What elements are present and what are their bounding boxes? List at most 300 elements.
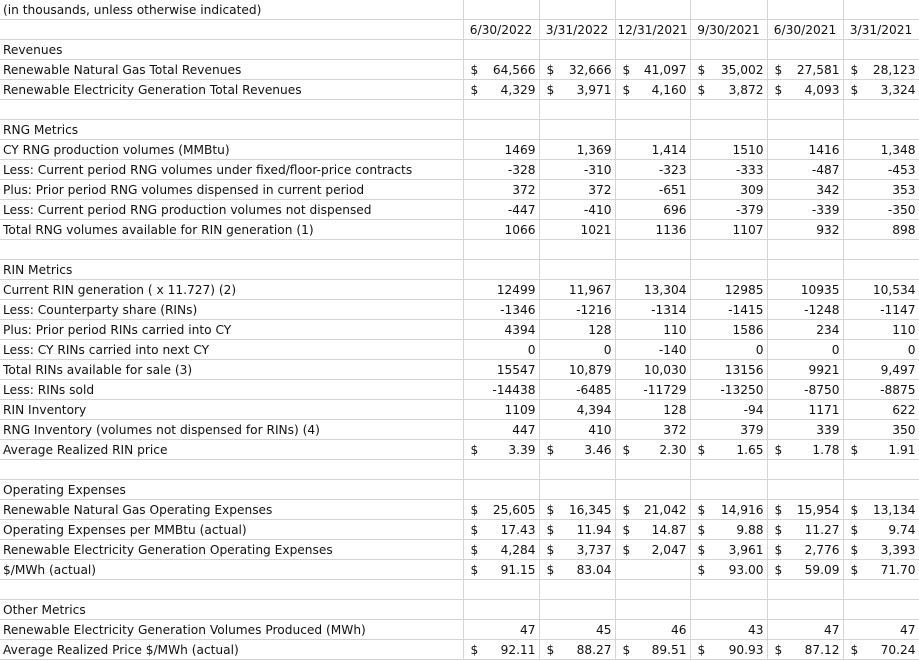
value-cell[interactable] <box>843 220 919 240</box>
value-cell[interactable] <box>843 440 919 460</box>
value-cell[interactable] <box>690 500 767 520</box>
empty-cell[interactable] <box>767 600 843 620</box>
empty-cell[interactable] <box>463 260 539 280</box>
value-cell-content <box>616 300 690 319</box>
empty-cell[interactable] <box>767 260 843 280</box>
value-cell[interactable] <box>690 440 767 460</box>
empty-cell[interactable] <box>843 260 919 280</box>
value-cell[interactable] <box>615 300 690 320</box>
cell-value: 110 <box>892 322 916 337</box>
cell-value: 1416 <box>808 142 840 157</box>
value-cell[interactable] <box>690 380 767 400</box>
empty-cell[interactable] <box>767 480 843 500</box>
value-cell[interactable] <box>615 340 690 360</box>
value-cell-content <box>691 300 767 319</box>
value-cell[interactable] <box>843 180 919 200</box>
value-cell[interactable] <box>463 220 539 240</box>
currency-symbol: $ <box>850 62 859 77</box>
empty-cell[interactable] <box>690 460 767 480</box>
currency-symbol: $ <box>697 562 706 577</box>
row-label[interactable]: Less: CY RINs carried into next CY <box>0 340 463 360</box>
value-cell[interactable] <box>767 420 843 440</box>
table-row <box>0 280 919 300</box>
value-cell[interactable] <box>615 160 690 180</box>
value-cell[interactable] <box>463 420 539 440</box>
value-cell[interactable] <box>463 360 539 380</box>
cell-value: 13,304 <box>643 282 687 297</box>
value-cell[interactable] <box>463 620 539 640</box>
value-cell-content <box>768 280 843 299</box>
cell-value: 128 <box>588 322 612 337</box>
section-label[interactable]: RNG Metrics <box>0 120 463 140</box>
value-cell-content <box>691 500 767 519</box>
value-cell[interactable] <box>767 380 843 400</box>
cell-value: 11.94 <box>576 522 612 537</box>
empty-cell[interactable] <box>843 100 919 120</box>
cell-value: 21,042 <box>643 502 687 517</box>
value-cell[interactable] <box>539 320 615 340</box>
empty-cell[interactable] <box>463 0 539 20</box>
empty-cell[interactable] <box>690 480 767 500</box>
empty-cell[interactable] <box>539 260 615 280</box>
value-cell[interactable] <box>463 200 539 220</box>
value-cell[interactable] <box>463 500 539 520</box>
value-cell[interactable] <box>615 420 690 440</box>
value-cell[interactable] <box>463 640 539 660</box>
table-row <box>0 200 919 220</box>
empty-cell[interactable] <box>539 480 615 500</box>
row-label[interactable]: Plus: Prior period RNG volumes dispensed in current period <box>0 180 463 200</box>
cell-value: -1248 <box>804 302 840 317</box>
value-cell[interactable] <box>843 160 919 180</box>
empty-cell[interactable] <box>539 100 615 120</box>
value-cell[interactable] <box>767 560 843 580</box>
cell-value: 25,605 <box>492 502 536 517</box>
value-cell[interactable] <box>690 80 767 100</box>
empty-cell[interactable] <box>690 40 767 60</box>
value-cell[interactable] <box>843 60 919 80</box>
value-cell[interactable] <box>615 220 690 240</box>
empty-cell[interactable] <box>615 40 690 60</box>
currency-symbol: $ <box>697 82 706 97</box>
empty-cell[interactable] <box>690 580 767 600</box>
value-cell-content <box>616 620 690 639</box>
empty-cell[interactable] <box>767 100 843 120</box>
empty-cell[interactable] <box>615 260 690 280</box>
value-cell[interactable] <box>690 620 767 640</box>
value-cell[interactable] <box>539 80 615 100</box>
value-cell[interactable] <box>690 140 767 160</box>
value-cell[interactable] <box>615 380 690 400</box>
value-cell[interactable] <box>615 60 690 80</box>
value-cell[interactable] <box>690 520 767 540</box>
empty-cell[interactable] <box>615 100 690 120</box>
value-cell[interactable] <box>843 560 919 580</box>
value-cell[interactable] <box>690 340 767 360</box>
row-label[interactable]: Renewable Electricity Generation Total Revenues <box>0 80 463 100</box>
value-cell[interactable] <box>690 540 767 560</box>
value-cell[interactable] <box>690 60 767 80</box>
value-cell[interactable] <box>690 180 767 200</box>
value-cell[interactable] <box>843 640 919 660</box>
value-cell-content <box>768 560 843 579</box>
value-cell[interactable] <box>539 200 615 220</box>
value-cell-content <box>768 520 843 539</box>
value-cell[interactable] <box>539 440 615 460</box>
value-cell[interactable] <box>463 540 539 560</box>
empty-cell[interactable] <box>767 580 843 600</box>
value-cell[interactable] <box>690 220 767 240</box>
value-cell[interactable] <box>615 360 690 380</box>
row-label[interactable] <box>0 20 463 40</box>
value-cell[interactable] <box>843 500 919 520</box>
row-label[interactable]: RNG Inventory (volumes not dispensed for RINs) (4) <box>0 420 463 440</box>
value-cell-content <box>616 540 690 559</box>
period-header-cell[interactable]: 3/31/2021 <box>843 20 919 40</box>
value-cell[interactable] <box>767 340 843 360</box>
value-cell[interactable] <box>539 220 615 240</box>
value-cell-content <box>464 280 539 299</box>
table-row <box>0 220 919 240</box>
value-cell[interactable] <box>690 420 767 440</box>
cell-value: 696 <box>663 202 687 217</box>
empty-cell[interactable] <box>539 460 615 480</box>
row-label[interactable]: Renewable Electricity Generation Operating Expenses <box>0 540 463 560</box>
value-cell[interactable] <box>539 140 615 160</box>
empty-cell[interactable] <box>463 240 539 260</box>
row-label[interactable]: CY RNG production volumes (MMBtu) <box>0 140 463 160</box>
row-label[interactable]: Total RINs available for sale (3) <box>0 360 463 380</box>
value-cell[interactable] <box>463 80 539 100</box>
table-row <box>0 140 919 160</box>
section-label[interactable]: Revenues <box>0 40 463 60</box>
currency-symbol: $ <box>850 562 859 577</box>
row-label[interactable]: Plus: Prior period RINs carried into CY <box>0 320 463 340</box>
value-cell[interactable] <box>843 200 919 220</box>
value-cell[interactable] <box>463 560 539 580</box>
value-cell[interactable] <box>690 400 767 420</box>
value-cell-content <box>464 440 539 459</box>
empty-cell[interactable] <box>843 120 919 140</box>
cell-value: -410 <box>583 202 612 217</box>
empty-cell[interactable] <box>843 480 919 500</box>
empty-cell[interactable] <box>615 580 690 600</box>
value-cell[interactable] <box>843 380 919 400</box>
value-cell[interactable] <box>767 140 843 160</box>
value-cell[interactable] <box>767 520 843 540</box>
value-cell[interactable] <box>843 400 919 420</box>
empty-cell[interactable] <box>463 120 539 140</box>
value-cell[interactable] <box>539 500 615 520</box>
cell-value: 13,134 <box>872 502 916 517</box>
empty-cell[interactable] <box>690 240 767 260</box>
value-cell[interactable] <box>463 280 539 300</box>
cell-value: 83.04 <box>576 562 612 577</box>
value-cell[interactable] <box>463 140 539 160</box>
period-header-cell[interactable]: 12/31/2021 <box>615 20 690 40</box>
currency-symbol: $ <box>546 642 555 657</box>
cell-value: 9.88 <box>736 522 764 537</box>
row-label[interactable] <box>0 100 463 120</box>
cell-value: 4,329 <box>500 82 536 97</box>
value-cell[interactable] <box>463 520 539 540</box>
row-label[interactable]: Renewable Natural Gas Operating Expenses <box>0 500 463 520</box>
empty-cell[interactable] <box>767 40 843 60</box>
value-cell-content <box>691 560 767 579</box>
value-cell[interactable] <box>690 280 767 300</box>
row-label[interactable]: Less: RINs sold <box>0 380 463 400</box>
value-cell[interactable] <box>463 440 539 460</box>
value-cell[interactable] <box>690 300 767 320</box>
cell-value: 15547 <box>496 362 536 377</box>
value-cell-content <box>844 140 919 159</box>
section-label[interactable]: Operating Expenses <box>0 480 463 500</box>
value-cell[interactable] <box>843 520 919 540</box>
value-cell[interactable] <box>843 340 919 360</box>
value-cell[interactable] <box>615 640 690 660</box>
cell-value: 14,916 <box>720 502 764 517</box>
table-row <box>0 60 919 80</box>
period-header-cell[interactable]: 9/30/2021 <box>690 20 767 40</box>
cell-value: -94 <box>743 402 764 417</box>
value-cell[interactable] <box>615 180 690 200</box>
currency-symbol: $ <box>622 442 631 457</box>
value-cell[interactable] <box>843 140 919 160</box>
value-cell[interactable] <box>767 400 843 420</box>
section-label[interactable]: RIN Metrics <box>0 260 463 280</box>
cell-value: 15,954 <box>796 502 840 517</box>
value-cell[interactable] <box>539 620 615 640</box>
empty-cell[interactable] <box>690 600 767 620</box>
value-cell[interactable] <box>843 540 919 560</box>
row-label[interactable] <box>0 580 463 600</box>
row-label[interactable] <box>0 460 463 480</box>
value-cell[interactable] <box>690 320 767 340</box>
value-cell[interactable] <box>463 340 539 360</box>
value-cell[interactable] <box>615 280 690 300</box>
value-cell[interactable] <box>690 640 767 660</box>
row-label[interactable]: $/MWh (actual) <box>0 560 463 580</box>
value-cell[interactable] <box>615 500 690 520</box>
empty-cell[interactable] <box>539 120 615 140</box>
value-cell[interactable] <box>539 400 615 420</box>
value-cell[interactable] <box>690 360 767 380</box>
period-header-cell[interactable]: 6/30/2021 <box>767 20 843 40</box>
row-label[interactable]: (in thousands, unless otherwise indicated) <box>0 0 463 20</box>
empty-cell[interactable] <box>615 460 690 480</box>
row-label[interactable]: Less: Current period RNG volumes under fixed/floor-price contracts <box>0 160 463 180</box>
value-cell[interactable] <box>615 540 690 560</box>
row-label[interactable]: Average Realized Price $/MWh (actual) <box>0 640 463 660</box>
currency-symbol: $ <box>546 82 555 97</box>
empty-cell[interactable] <box>539 240 615 260</box>
value-cell[interactable] <box>463 300 539 320</box>
empty-cell[interactable] <box>463 100 539 120</box>
value-cell[interactable] <box>843 280 919 300</box>
empty-cell[interactable] <box>539 600 615 620</box>
empty-cell[interactable] <box>615 480 690 500</box>
empty-cell[interactable] <box>463 40 539 60</box>
empty-cell[interactable] <box>615 600 690 620</box>
period-header-cell[interactable]: 6/30/2022 <box>463 20 539 40</box>
value-cell-content <box>616 500 690 519</box>
value-cell[interactable] <box>767 180 843 200</box>
cell-value: 1109 <box>504 402 536 417</box>
value-cell[interactable] <box>690 560 767 580</box>
table-row <box>0 440 919 460</box>
currency-symbol: $ <box>470 642 479 657</box>
period-header-cell[interactable]: 3/31/2022 <box>539 20 615 40</box>
row-label[interactable]: Renewable Natural Gas Total Revenues <box>0 60 463 80</box>
value-cell[interactable] <box>463 320 539 340</box>
value-cell[interactable] <box>767 500 843 520</box>
value-cell-content <box>616 60 690 79</box>
empty-cell[interactable] <box>615 240 690 260</box>
row-label[interactable]: Total RNG volumes available for RIN generation (1) <box>0 220 463 240</box>
cell-value: -379 <box>735 202 764 217</box>
empty-cell[interactable] <box>690 0 767 20</box>
value-cell[interactable] <box>767 320 843 340</box>
row-label[interactable]: Renewable Electricity Generation Volumes Produced (MWh) <box>0 620 463 640</box>
row-label[interactable] <box>0 240 463 260</box>
cell-value: 11,967 <box>568 282 612 297</box>
value-cell[interactable] <box>539 640 615 660</box>
empty-cell[interactable] <box>843 460 919 480</box>
value-cell-content <box>540 280 615 299</box>
value-cell[interactable] <box>767 200 843 220</box>
value-cell-content <box>768 180 843 199</box>
empty-cell[interactable] <box>843 240 919 260</box>
value-cell[interactable] <box>539 520 615 540</box>
value-cell[interactable] <box>767 300 843 320</box>
cell-value: 3.39 <box>508 442 536 457</box>
empty-cell[interactable] <box>690 120 767 140</box>
table-row <box>0 540 919 560</box>
empty-cell[interactable] <box>843 0 919 20</box>
cell-value: 410 <box>588 422 612 437</box>
value-cell[interactable] <box>539 340 615 360</box>
empty-cell[interactable] <box>767 120 843 140</box>
value-cell[interactable] <box>767 160 843 180</box>
value-cell[interactable] <box>767 80 843 100</box>
row-label[interactable]: Average Realized RIN price <box>0 440 463 460</box>
value-cell[interactable] <box>615 560 690 580</box>
value-cell[interactable] <box>767 60 843 80</box>
value-cell-content <box>540 640 615 659</box>
value-cell[interactable] <box>767 360 843 380</box>
row-label[interactable]: Current RIN generation ( x 11.727) (2) <box>0 280 463 300</box>
value-cell[interactable] <box>463 160 539 180</box>
currency-symbol: $ <box>774 522 783 537</box>
empty-cell[interactable] <box>463 480 539 500</box>
value-cell[interactable] <box>843 620 919 640</box>
value-cell[interactable] <box>539 360 615 380</box>
empty-cell[interactable] <box>690 260 767 280</box>
value-cell[interactable] <box>690 160 767 180</box>
empty-cell[interactable] <box>767 460 843 480</box>
currency-symbol: $ <box>622 82 631 97</box>
value-cell[interactable] <box>767 220 843 240</box>
value-cell[interactable] <box>615 440 690 460</box>
value-cell[interactable] <box>767 640 843 660</box>
value-cell[interactable] <box>615 200 690 220</box>
value-cell[interactable] <box>767 280 843 300</box>
empty-cell[interactable] <box>767 240 843 260</box>
value-cell[interactable] <box>615 140 690 160</box>
value-cell[interactable] <box>539 280 615 300</box>
empty-cell[interactable] <box>463 460 539 480</box>
cell-value: 1469 <box>504 142 536 157</box>
cell-value: 46 <box>670 622 687 637</box>
empty-cell[interactable] <box>843 580 919 600</box>
value-cell[interactable] <box>539 300 615 320</box>
value-cell[interactable] <box>843 300 919 320</box>
empty-cell[interactable] <box>843 40 919 60</box>
value-cell[interactable] <box>615 620 690 640</box>
value-cell[interactable] <box>539 560 615 580</box>
empty-cell[interactable] <box>539 580 615 600</box>
empty-cell[interactable] <box>539 0 615 20</box>
value-cell[interactable] <box>843 360 919 380</box>
value-cell-content <box>616 220 690 239</box>
value-cell[interactable] <box>615 400 690 420</box>
cell-value: 3,737 <box>576 542 612 557</box>
value-cell[interactable] <box>539 180 615 200</box>
value-cell[interactable] <box>843 80 919 100</box>
value-cell-content <box>540 400 615 419</box>
value-cell[interactable] <box>615 520 690 540</box>
value-cell[interactable] <box>690 200 767 220</box>
value-cell[interactable] <box>539 380 615 400</box>
value-cell[interactable] <box>615 80 690 100</box>
currency-symbol: $ <box>697 62 706 77</box>
empty-cell[interactable] <box>767 0 843 20</box>
empty-cell[interactable] <box>539 40 615 60</box>
empty-cell[interactable] <box>463 580 539 600</box>
empty-cell[interactable] <box>615 120 690 140</box>
row-label[interactable]: Less: Current period RNG production volumes not dispensed <box>0 200 463 220</box>
empty-cell[interactable] <box>690 100 767 120</box>
value-cell-content <box>540 520 615 539</box>
empty-cell[interactable] <box>463 600 539 620</box>
value-cell-content <box>844 500 919 519</box>
value-cell-content <box>616 200 690 219</box>
value-cell[interactable] <box>539 420 615 440</box>
currency-symbol: $ <box>850 642 859 657</box>
section-header-row <box>0 120 919 140</box>
row-label[interactable]: Operating Expenses per MMBtu (actual) <box>0 520 463 540</box>
row-label[interactable]: RIN Inventory <box>0 400 463 420</box>
value-cell[interactable] <box>463 60 539 80</box>
value-cell[interactable] <box>767 540 843 560</box>
value-cell[interactable] <box>463 180 539 200</box>
value-cell[interactable] <box>539 540 615 560</box>
value-cell[interactable] <box>539 160 615 180</box>
value-cell[interactable] <box>843 320 919 340</box>
value-cell[interactable] <box>463 380 539 400</box>
empty-cell[interactable] <box>843 600 919 620</box>
row-label[interactable]: Less: Counterparty share (RINs) <box>0 300 463 320</box>
value-cell[interactable] <box>843 420 919 440</box>
value-cell[interactable] <box>767 440 843 460</box>
value-cell[interactable] <box>615 320 690 340</box>
empty-cell[interactable] <box>615 0 690 20</box>
value-cell[interactable] <box>463 400 539 420</box>
section-label[interactable]: Other Metrics <box>0 600 463 620</box>
blank-row <box>0 100 919 120</box>
value-cell[interactable] <box>767 620 843 640</box>
value-cell[interactable] <box>539 60 615 80</box>
